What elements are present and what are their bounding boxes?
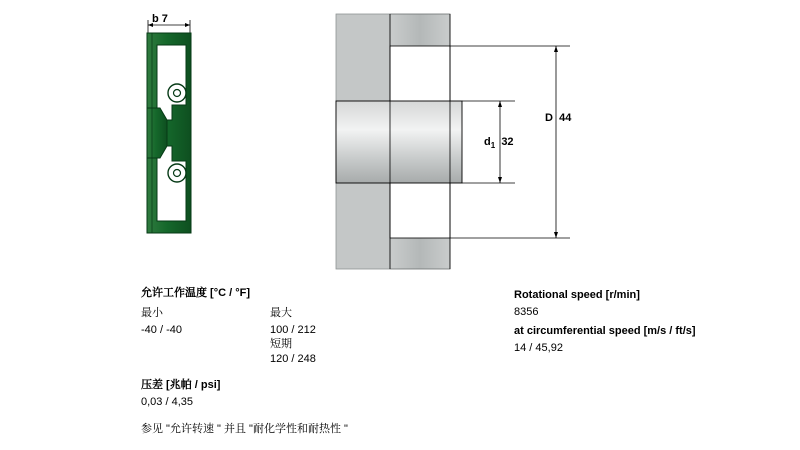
temperature-max-header: 最大	[270, 307, 292, 319]
pressure-title: 压差 [兆帕 / psi]	[141, 379, 221, 391]
temperature-short-label: 短期	[270, 338, 292, 350]
rotational-speed-title: Rotational speed [r/min]	[514, 289, 640, 301]
temperature-min-values: -40 / -40	[141, 324, 182, 336]
temperature-short-values: 120 / 248	[270, 353, 316, 365]
dimension-b-label: b 7	[152, 13, 168, 25]
reference-note: 参见 "允许转速 " 并且 "耐化学性和耐热性 "	[141, 423, 348, 435]
rotational-speed-value: 8356	[514, 306, 539, 318]
dimension-D-label: D 44	[545, 112, 572, 124]
dimension-D	[554, 46, 558, 238]
temperature-title: 允许工作温度 [°C / °F]	[141, 287, 251, 299]
temperature-max-values: 100 / 212	[270, 324, 316, 336]
circumferential-speed-value: 14 / 45,92	[514, 342, 563, 354]
temperature-min-header: 最小	[141, 307, 163, 319]
seal-cross-section	[147, 20, 191, 233]
circumferential-speed-title: at circumferential speed [m/s / ft/s]	[514, 325, 696, 337]
pressure-values: 0,03 / 4,35	[141, 396, 193, 408]
dimension-d1-label: $d_1$ 32	[484, 136, 514, 151]
assembly-section	[336, 14, 570, 269]
